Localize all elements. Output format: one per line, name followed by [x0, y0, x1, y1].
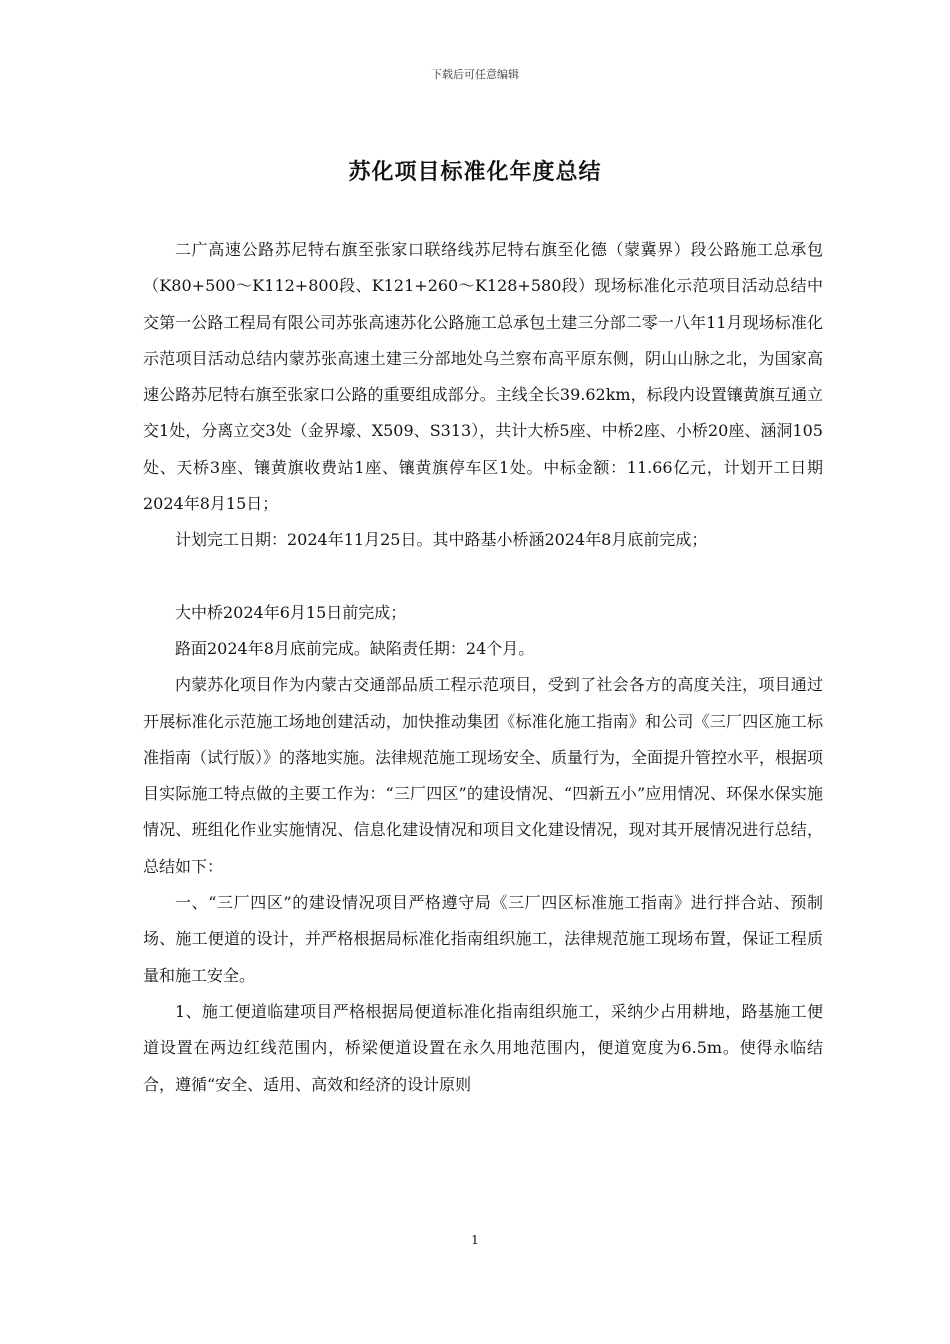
document-body — [143, 232, 823, 1103]
document-title: 苏化项目标准化年度总结 — [348, 159, 602, 185]
paragraph-completion-date: 计划完工日期：2024年11月25日。其中路基小桥涵2024年8月底前完成； — [175, 530, 708, 550]
paragraph-section-one: 一、“三厂四区”的建设情况项目严格遵守局《三厂四区标准施工指南》进行拌合站、预制场、施工便道的设计，并严格根据局标准化指南组织施工，法律规范施工现场布置，保证工程质量和施工安全。 — [143, 893, 823, 985]
paragraph-project-significance: 内蒙苏化项目作为内蒙古交通部品质工程示范项目，受到了社会各方的高度关注，项目通过开展标准化示范施工场地创建活动，加快推动集团《标准化施工指南》和公司《三厂四区施工标准指南（试行版）》的落地实施。法律规范施工现场安全、质量行为，全面提升管控水平，根据项目实际施工特点做的主要工作为：“三厂四区”的建设情况、“四新五小”应用情况、环保水保实施情况、班组化作业实施情况、信息化建设情况和项目文化建设情况，现对其开展情况进行总结，总结如下： — [143, 675, 824, 876]
paragraph-project-overview: 二广高速公路苏尼特右旗至张家口联络线苏尼特右旗至化德（蒙冀界）段公路施工总承包（K80+500～K112+800段、K121+260～K128+580段）现场标准化示范项目活动总结中交第一公路工程局有限公司苏张高速苏化公路施工总承包土建三分部二零一八年11月现场标准化示范项目活动总结内蒙苏张高速土建三分部地处乌兰察布高平原东侧，阴山山脉之北，为国家高速公路苏尼特右旗至张家口公路的重要组成部分。主线全长39.62km，标段内设置镶黄旗互通立交1处，分离立交3处（金界壕、X509、S313），共计大桥5座、中桥2座、小桥20座、涵洞105处、天桥3座、镶黄旗收费站1座、镶黄旗停车区1处。中标金额：11.66亿元，计划开工日期2024年8月15日； — [143, 240, 823, 514]
paragraph-pavement-schedule: 路面2024年8月底前完成。缺陷责任期：24个月。 — [175, 638, 535, 658]
paragraph-access-road: 1、施工便道临建项目严格根据局便道标准化指南组织施工，采纳少占用耕地，路基施工便道设置在两边红线范围内，桥梁便道设置在永久用地范围内，便道宽度为6.5m。使得永临结合，遵循“安全、适用、高效和经济的设计原则 — [143, 1001, 823, 1094]
page-number: 1 — [471, 1233, 479, 1247]
header-note: 下载后可任意编辑 — [431, 68, 519, 81]
paragraph-bridge-schedule: 大中桥2024年6月15日前完成； — [175, 602, 407, 622]
